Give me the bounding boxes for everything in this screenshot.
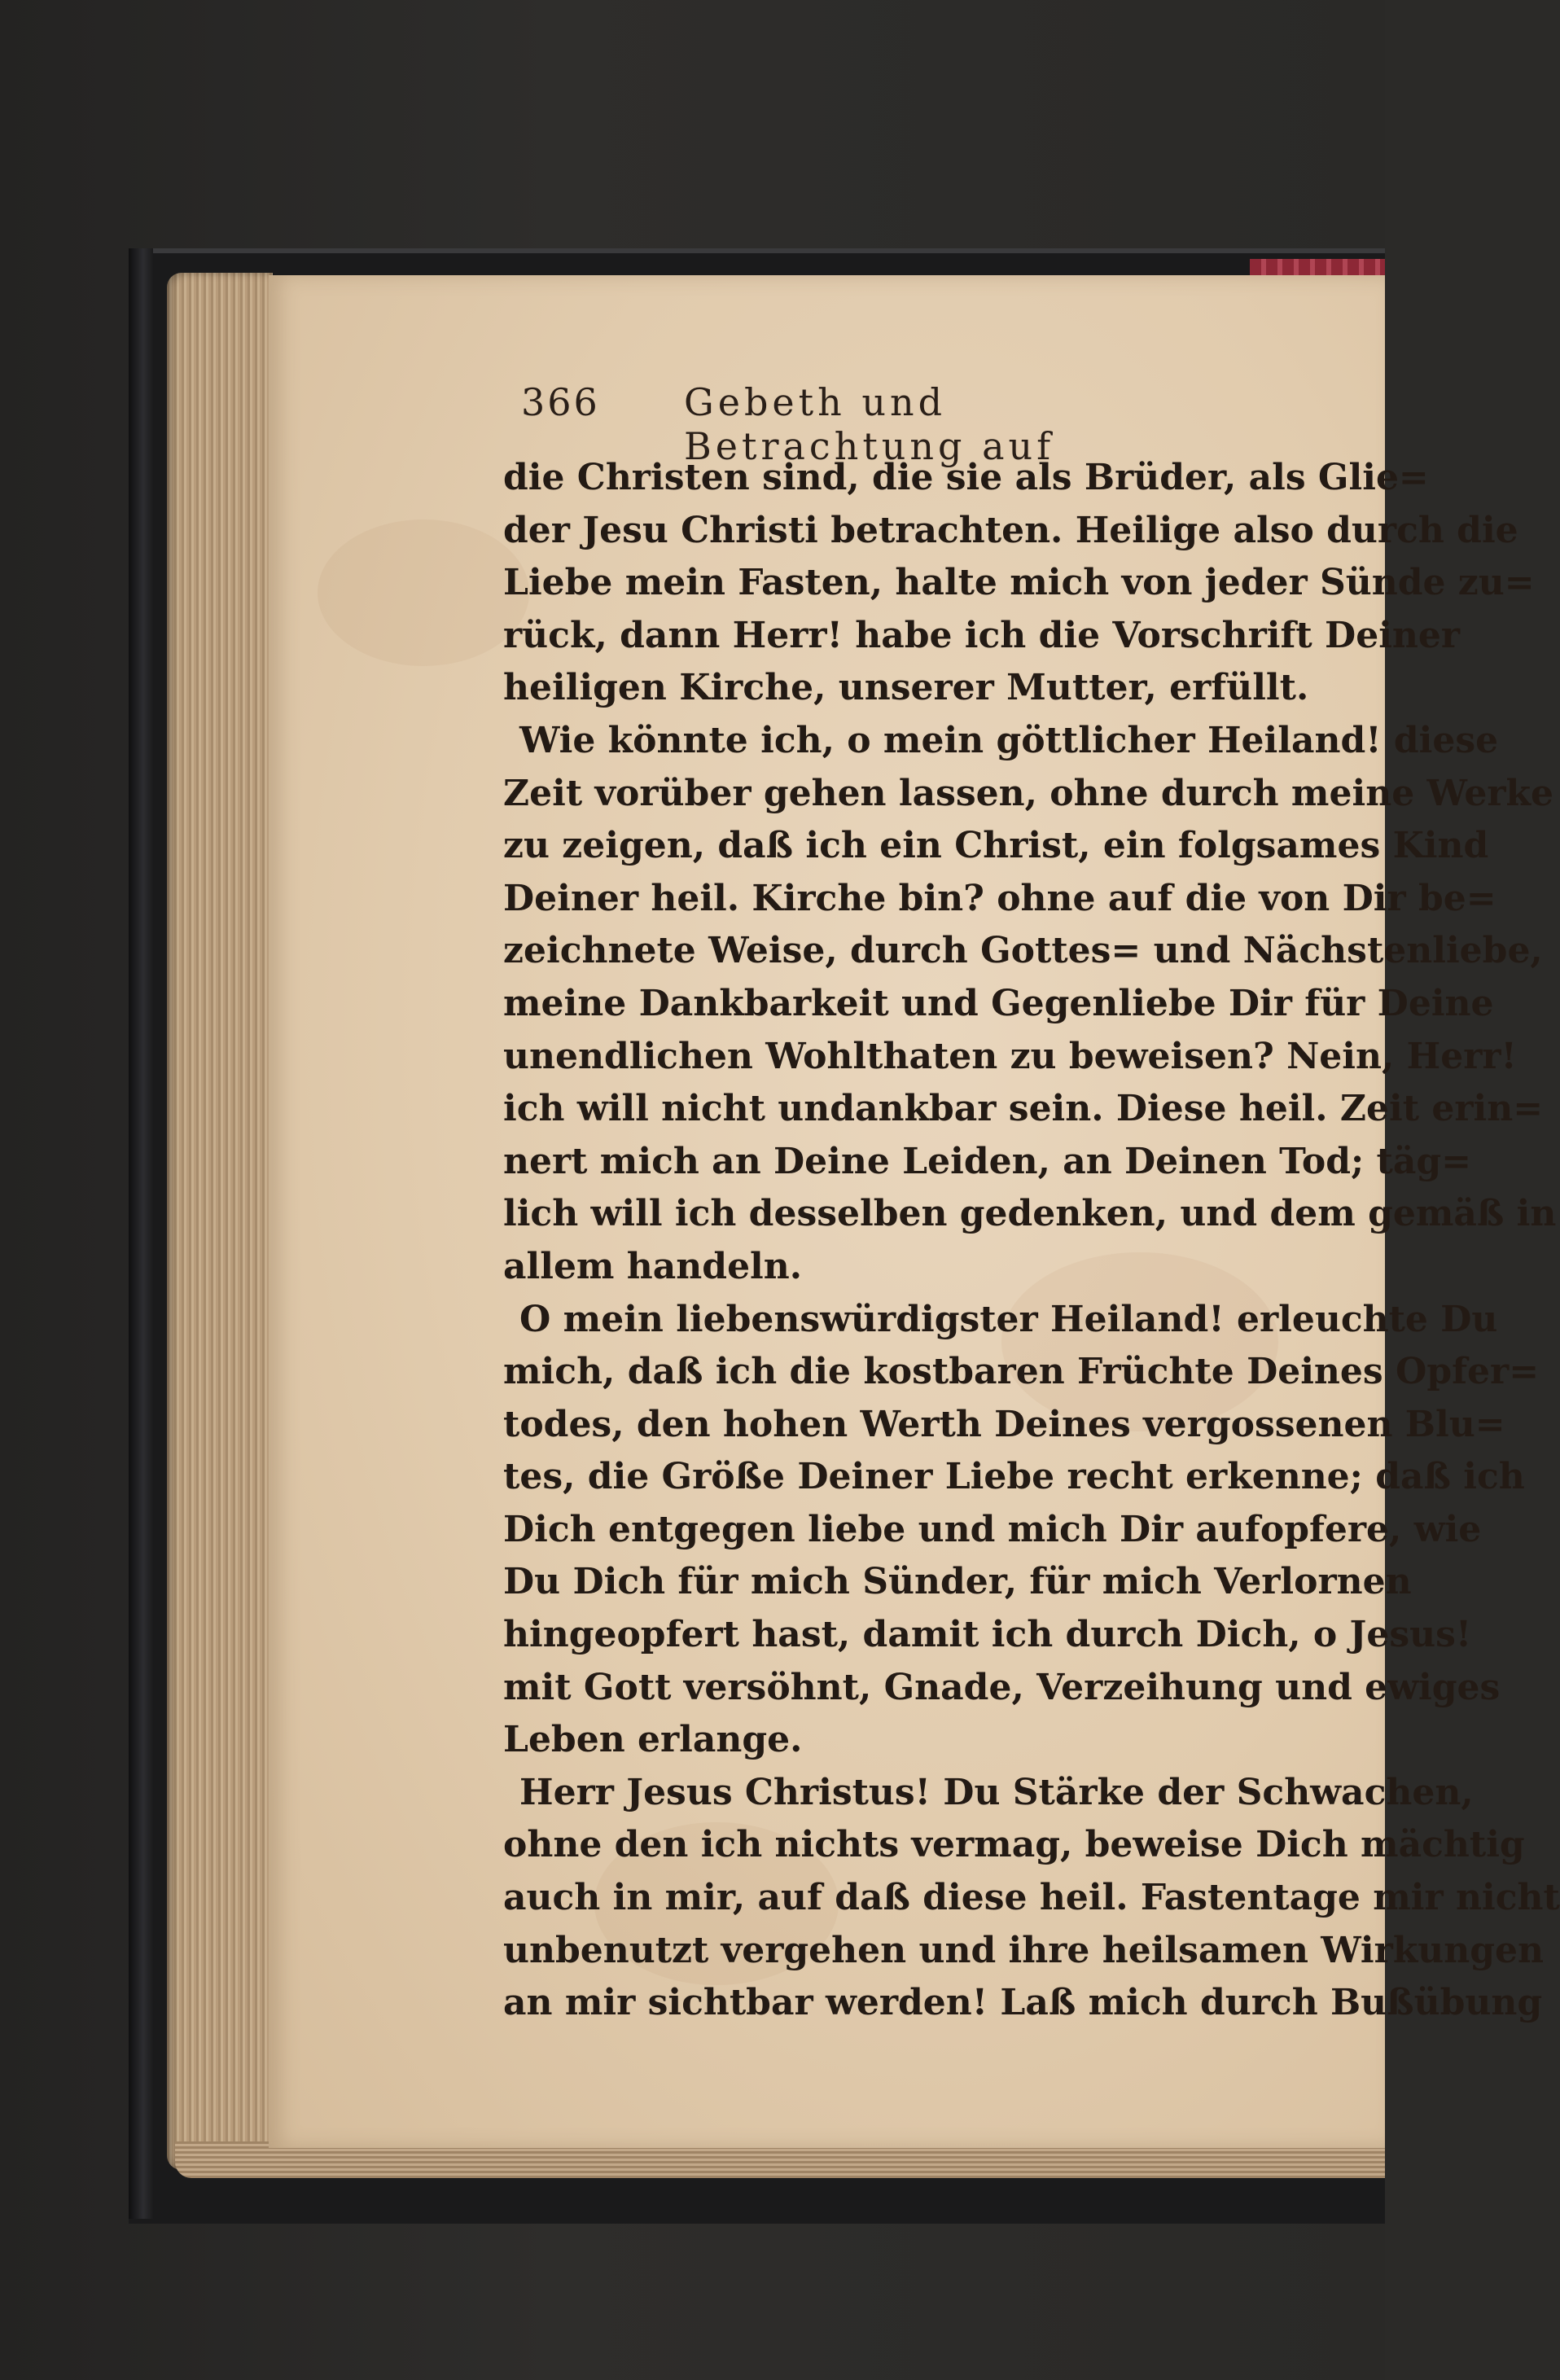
text-line: meine Dankbarkeit und Gegenliebe Dir für Deine	[503, 982, 1494, 1024]
page-edges	[167, 273, 273, 2170]
paper-stain	[318, 519, 529, 666]
text-line: nert mich an Deine Leiden, an Deinen Tod; täg=	[503, 1140, 1472, 1182]
text-line: rück, dann Herr! habe ich die Vorschrift Deiner	[503, 614, 1461, 656]
text-line: mich, daß ich die kostbaren Früchte Deines Opfer=	[503, 1351, 1540, 1393]
text-line: Dich entgegen liebe und mich Dir aufopfere, wie	[503, 1508, 1482, 1550]
text-line: unendlichen Wohlthaten zu beweisen? Nein, Herr!	[503, 1035, 1517, 1077]
text-line: Leben erlange.	[503, 1719, 803, 1761]
text-line: der Jesu Christi betrachten. Heilige also durch die	[503, 509, 1518, 551]
page-header	[521, 380, 1197, 468]
text-line: ich will nicht undankbar sein. Diese heil. Zeit erin=	[503, 1088, 1544, 1130]
text-line: die Christen sind, die sie als Brüder, als Glie=	[503, 457, 1429, 498]
text-line: O mein liebenswürdigster Heiland! erleuchte Du	[519, 1298, 1498, 1340]
text-line: todes, den hohen Werth Deines vergossenen Blu=	[503, 1403, 1505, 1445]
text-line: Deiner heil. Kirche bin? ohne auf die von Dir be=	[503, 877, 1496, 919]
text-line: zu zeigen, daß ich ein Christ, ein folgsames Kind	[503, 825, 1489, 867]
text-line: mit Gott versöhnt, Gnade, Verzeihung und ewiges	[503, 1666, 1501, 1708]
text-line: an mir sichtbar werden! Laß mich durch Bußübung	[503, 1982, 1543, 2024]
page-number: 366	[521, 380, 600, 424]
text-line: unbenutzt vergehen und ihre heilsamen Wirkungen	[503, 1929, 1545, 1971]
body-text	[503, 452, 1560, 2030]
text-line: lich will ich desselben gedenken, und dem gemäß in	[503, 1193, 1557, 1235]
text-line: zeichnete Weise, durch Gottes= und Nächstenliebe,	[503, 930, 1543, 972]
running-head: Gebeth und Betrachtung auf	[684, 380, 1055, 468]
text-line: Herr Jesus Christus! Du Stärke der Schwachen,	[519, 1771, 1474, 1813]
text-line: Wie könnte ich, o mein göttlicher Heiland! diese	[519, 719, 1499, 761]
text-line: allem handeln.	[503, 1245, 803, 1287]
text-line: Zeit vorüber gehen lassen, ohne durch meine Werke	[503, 772, 1553, 814]
text-line: hingeopfert hast, damit ich durch Dich, o Jesus!	[503, 1614, 1472, 1656]
text-line: ohne den ich nichts vermag, beweise Dich mächtig	[503, 1824, 1525, 1866]
book-spine	[129, 248, 153, 2219]
text-line: auch in mir, auf daß diese heil. Fastentage mir nicht	[503, 1877, 1560, 1919]
text-line: Du Dich für mich Sünder, für mich Verlornen	[503, 1561, 1412, 1603]
text-line: Liebe mein Fasten, halte mich von jeder Sünde zu=	[503, 562, 1535, 604]
text-line: heiligen Kirche, unserer Mutter, erfüllt.	[503, 667, 1309, 709]
text-line: tes, die Größe Deiner Liebe recht erkenne; daß ich	[503, 1456, 1525, 1498]
